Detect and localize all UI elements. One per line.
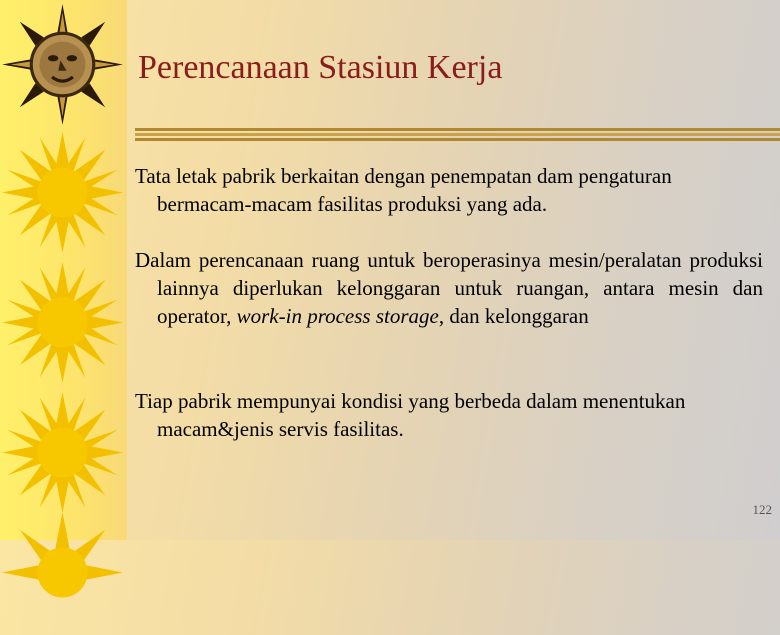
sun-icon	[0, 510, 125, 635]
sun-icon	[0, 130, 125, 255]
slide-title: Perencanaan Stasiun Kerja	[138, 49, 503, 86]
page-number: 122	[752, 502, 772, 517]
bullet-paragraph: Tata letak pabrik berkaitan dengan penempatan dam pengaturan bermacam-macam fasilitas produksi yang ada.	[135, 164, 672, 216]
paragraph-text: , dan kelonggaran	[438, 304, 589, 328]
paragraph-text: Dalam perencanaan ruang untuk beroperasinya mesin/peralatan produksi lainnya diperlukan kelonggaran untuk ruangan, antara mesin dan operator,	[135, 248, 763, 328]
sun-face-icon	[0, 2, 125, 127]
bullet-paragraph	[135, 246, 763, 330]
sun-icon	[0, 390, 125, 515]
bullet-paragraph: Tiap pabrik mempunyai kondisi yang berbeda dalam menentukan macam&jenis servis fasilitas.	[135, 389, 686, 441]
title-divider	[135, 128, 780, 142]
sun-icon	[0, 260, 125, 385]
paragraph-italic-term: work-in process storage	[236, 304, 439, 328]
